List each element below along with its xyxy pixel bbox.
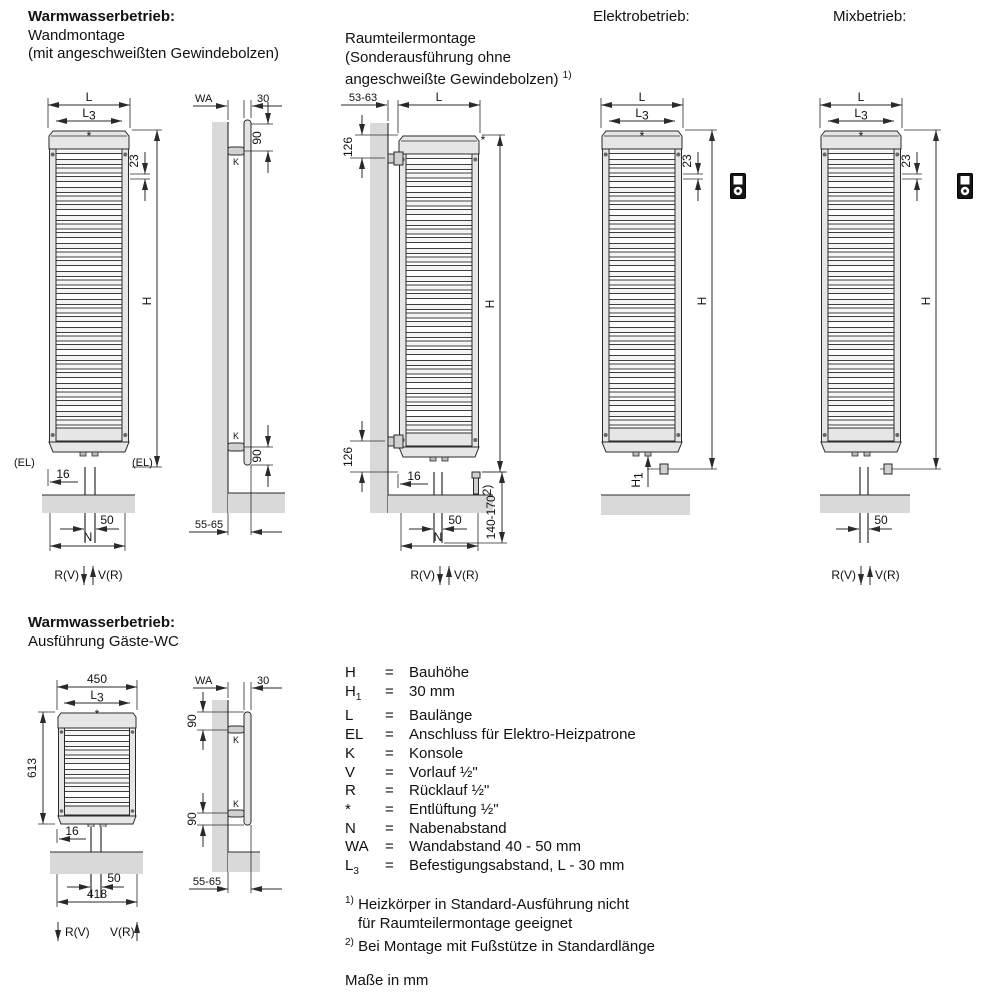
legend-row: R = Rücklauf ½" bbox=[345, 782, 636, 801]
legend-text: Nabenabstand bbox=[409, 819, 507, 837]
legend-symbol: H bbox=[345, 664, 356, 681]
svg-text:L: L bbox=[85, 90, 93, 104]
svg-text:126: 126 bbox=[341, 136, 355, 158]
console-bottom bbox=[228, 431, 244, 451]
legend-row: V = Vorlauf ½" bbox=[345, 764, 636, 783]
legend-text: 30 mm bbox=[409, 682, 455, 700]
svg-text:23: 23 bbox=[680, 154, 694, 168]
svg-text:H: H bbox=[483, 299, 497, 309]
legend-symbol: L bbox=[345, 707, 354, 725]
floor bbox=[50, 852, 143, 874]
vent-star: * bbox=[86, 129, 92, 143]
legend-symbol: $H_1$ bbox=[345, 682, 362, 703]
dim-H1 bbox=[629, 456, 648, 488]
legend-symbol: WA bbox=[345, 838, 369, 856]
gaeste-front-drawing bbox=[10, 660, 200, 960]
radiator-front bbox=[821, 131, 901, 456]
svg-text:N: N bbox=[433, 530, 443, 544]
footnote-1: $^{1)}$ Heizkörper in Standard-Ausführung nicht bbox=[345, 895, 630, 913]
legend-symbol: K bbox=[345, 744, 356, 762]
svg-text:L3: L3 bbox=[635, 106, 649, 123]
console-top bbox=[228, 726, 244, 745]
dim-16 bbox=[57, 824, 86, 843]
dim-L3 bbox=[828, 106, 894, 123]
svg-text:126: 126 bbox=[341, 446, 355, 468]
label-K: K bbox=[233, 157, 240, 167]
dim-23 bbox=[899, 152, 922, 201]
label-vorlauf: V(R) bbox=[98, 568, 123, 582]
svg-text:L3: L3 bbox=[90, 688, 104, 705]
header-gaeste-line1: Ausführung Gäste-WC bbox=[28, 632, 179, 650]
label-30: 30 bbox=[257, 675, 270, 687]
svg-text:H: H bbox=[140, 296, 154, 306]
dim-126-top bbox=[341, 115, 398, 178]
flow-arrows bbox=[831, 566, 899, 585]
legend-text: Befestigungsabstand, L - 30 mm bbox=[409, 857, 625, 875]
vent-star: * bbox=[858, 129, 864, 143]
wall bbox=[212, 122, 228, 513]
wall bbox=[212, 700, 228, 872]
svg-text:90: 90 bbox=[250, 449, 264, 463]
footnote-2: $^{2)}$ Bei Montage mit Fußstütze in Standardlänge bbox=[345, 937, 655, 955]
dim-L3 bbox=[609, 106, 675, 123]
radiator-front bbox=[602, 131, 682, 456]
label-K: K bbox=[233, 799, 240, 809]
dim-126-bottom bbox=[341, 421, 398, 492]
svg-text:55-65: 55-65 bbox=[192, 876, 222, 888]
header-elektro: Elektrobetrieb: bbox=[593, 8, 690, 25]
floor bbox=[388, 495, 493, 513]
svg-text:90: 90 bbox=[250, 131, 264, 145]
svg-text:23: 23 bbox=[899, 154, 913, 168]
label-ruecklauf: R(V) bbox=[831, 568, 856, 582]
legend-row: EL = Anschluss für Elektro-Heizpatrone bbox=[345, 726, 636, 744]
radiator-front bbox=[58, 713, 136, 828]
svg-text:50: 50 bbox=[874, 513, 888, 527]
legend-symbol: V bbox=[345, 763, 356, 781]
legend-text: Rücklauf ½" bbox=[409, 782, 490, 800]
gaeste-side-drawing bbox=[185, 660, 305, 905]
label-WA: WA bbox=[195, 93, 213, 105]
svg-text:L3: L3 bbox=[82, 106, 96, 123]
dim-L bbox=[398, 90, 480, 133]
radiator-front bbox=[49, 131, 129, 456]
header-warmwasser-line1: Wandmontage bbox=[28, 26, 126, 44]
heating-element bbox=[660, 464, 668, 474]
heating-element bbox=[884, 464, 892, 474]
floor bbox=[601, 495, 690, 515]
legend-row: $H_1$ = 30 mm bbox=[345, 683, 636, 708]
dim-H bbox=[132, 130, 162, 467]
legend-text: Entlüftung ½" bbox=[409, 800, 499, 818]
header-raumteiler-line3: angeschweißte Gewindebolzen) $^{1)}$ bbox=[345, 70, 572, 88]
radiator-side-profile bbox=[244, 712, 251, 825]
svg-text:53-63: 53-63 bbox=[348, 92, 378, 104]
header-raumteiler bbox=[345, 30, 572, 90]
dim-50 bbox=[836, 513, 892, 529]
svg-text:16: 16 bbox=[407, 469, 421, 483]
legend-text: Bauhöhe bbox=[409, 664, 470, 681]
legend-row: * = Entlüftung ½" bbox=[345, 801, 636, 820]
label-30: 30 bbox=[257, 93, 270, 105]
mix-drawing bbox=[800, 88, 1000, 608]
legend-row: H = Bauhöhe bbox=[345, 664, 636, 683]
dim-23 bbox=[127, 152, 150, 201]
svg-text:H: H bbox=[919, 296, 933, 306]
svg-text:16: 16 bbox=[56, 467, 70, 481]
bracket-bottom bbox=[388, 435, 403, 448]
label-el-left: (EL) bbox=[14, 457, 35, 469]
floor bbox=[820, 495, 910, 513]
dim-16 bbox=[48, 467, 78, 486]
footnote-1-line2: für Raumteilermontage geeignet bbox=[358, 915, 573, 932]
legend-text: Wandabstand 40 - 50 mm bbox=[409, 838, 582, 856]
console-bottom bbox=[228, 799, 244, 817]
label-ruecklauf: R(V) bbox=[410, 568, 435, 582]
header-warmwasser bbox=[28, 8, 279, 64]
label-vorlauf: V(R) bbox=[454, 568, 479, 582]
svg-text:23: 23 bbox=[127, 154, 141, 168]
legend-symbol: R bbox=[345, 782, 356, 800]
electric-control-unit bbox=[731, 174, 746, 199]
legend-symbol: $L_3$ bbox=[345, 857, 359, 878]
footnotes bbox=[345, 891, 655, 956]
svg-text:50: 50 bbox=[448, 513, 462, 527]
vent-star: * bbox=[480, 133, 486, 147]
floor bbox=[228, 493, 285, 513]
dim-L3 bbox=[64, 688, 130, 705]
floor bbox=[42, 495, 135, 513]
svg-text:L: L bbox=[638, 90, 646, 104]
dim-23 bbox=[680, 152, 703, 201]
svg-text:450: 450 bbox=[86, 672, 108, 686]
svg-text:613: 613 bbox=[25, 757, 39, 779]
dim-L3 bbox=[56, 106, 122, 123]
header-raumteiler-line1: Raumteilermontage bbox=[345, 30, 476, 47]
legend-row: $L_3$ = Befestigungsabstand, L - 30 mm bbox=[345, 857, 636, 882]
header-warmwasser-title: Warmwasserbetrieb: bbox=[28, 8, 175, 25]
header-raumteiler-line2: (Sonderausführung ohne bbox=[345, 48, 511, 66]
legend-row: L = Baulänge bbox=[345, 707, 636, 726]
header-gaeste-title: Warmwasserbetrieb: bbox=[28, 614, 175, 631]
dim-613 bbox=[25, 712, 55, 824]
dim-N bbox=[50, 513, 125, 551]
console-top bbox=[228, 147, 244, 167]
label-WA: WA bbox=[195, 675, 213, 687]
header-gaeste bbox=[28, 614, 179, 651]
footnote-ref-1: 1) bbox=[562, 70, 572, 81]
header-warmwasser-line2: (mit angeschweißten Gewindebolzen) bbox=[28, 45, 279, 62]
dim-WA-30 bbox=[193, 675, 282, 710]
legend-symbol: EL bbox=[345, 726, 364, 744]
svg-text:50: 50 bbox=[107, 871, 121, 885]
dim-H bbox=[482, 135, 505, 472]
legend-row: WA = Wandabstand 40 - 50 mm bbox=[345, 838, 636, 857]
bracket-top bbox=[388, 152, 403, 165]
legend-text: Baulänge bbox=[409, 707, 473, 725]
radiator-side-profile bbox=[244, 120, 251, 465]
svg-text:140-1702): 140-1702) bbox=[480, 484, 498, 540]
flow-arrows bbox=[58, 922, 137, 941]
svg-text:55-65: 55-65 bbox=[194, 519, 224, 531]
dim-418 bbox=[57, 874, 137, 907]
electric-control-unit bbox=[958, 174, 973, 199]
legend-text: Anschluss für Elektro-Heizpatrone bbox=[409, 726, 636, 744]
svg-text:N: N bbox=[83, 530, 93, 544]
label-el-right: (EL) bbox=[132, 457, 153, 469]
svg-text:16: 16 bbox=[65, 824, 79, 838]
elektro-drawing bbox=[580, 88, 770, 533]
legend-symbol: * bbox=[345, 800, 351, 818]
label-K: K bbox=[233, 431, 240, 441]
svg-text:418: 418 bbox=[86, 887, 108, 901]
units-note: Maße in mm bbox=[345, 972, 429, 989]
legend-row: N = Nabenabstand bbox=[345, 820, 636, 839]
wall bbox=[370, 123, 388, 513]
dim-50 bbox=[409, 513, 467, 529]
flow-arrows bbox=[54, 566, 122, 585]
svg-text:H1: H1 bbox=[629, 472, 646, 488]
svg-text:L: L bbox=[435, 90, 443, 104]
svg-text:L: L bbox=[857, 90, 865, 104]
label-K: K bbox=[233, 735, 240, 745]
legend-symbol: N bbox=[345, 819, 356, 837]
label-ruecklauf: R(V) bbox=[54, 568, 79, 582]
legend-text: Vorlauf ½" bbox=[409, 763, 478, 781]
radiator-front bbox=[399, 136, 479, 461]
header-mix: Mixbetrieb: bbox=[833, 8, 907, 25]
label-vorlauf: V(R) bbox=[110, 925, 135, 939]
floor bbox=[228, 852, 260, 872]
warmwasser-front-drawing bbox=[0, 88, 200, 608]
svg-text:50: 50 bbox=[100, 513, 114, 527]
vent-star: * bbox=[639, 129, 645, 143]
valve-fitting bbox=[472, 472, 480, 494]
svg-text:90: 90 bbox=[185, 812, 199, 826]
dim-53-63 bbox=[341, 92, 388, 121]
flow-arrows bbox=[410, 566, 478, 585]
svg-text:L3: L3 bbox=[854, 106, 868, 123]
dim-16 bbox=[398, 469, 428, 488]
label-ruecklauf: R(V) bbox=[65, 925, 90, 939]
dim-50 bbox=[60, 513, 119, 529]
svg-text:H: H bbox=[695, 296, 709, 306]
raumteiler-drawing bbox=[335, 88, 525, 608]
dim-WA-30 bbox=[193, 93, 282, 120]
warmwasser-side-drawing bbox=[185, 88, 300, 563]
dim-N bbox=[401, 513, 478, 551]
legend-text: Konsole bbox=[409, 744, 464, 762]
legend-row: K = Konsole bbox=[345, 745, 636, 764]
vent-star: * bbox=[94, 707, 100, 721]
label-vorlauf: V(R) bbox=[875, 568, 900, 582]
legend bbox=[345, 664, 636, 882]
svg-text:90: 90 bbox=[185, 714, 199, 728]
